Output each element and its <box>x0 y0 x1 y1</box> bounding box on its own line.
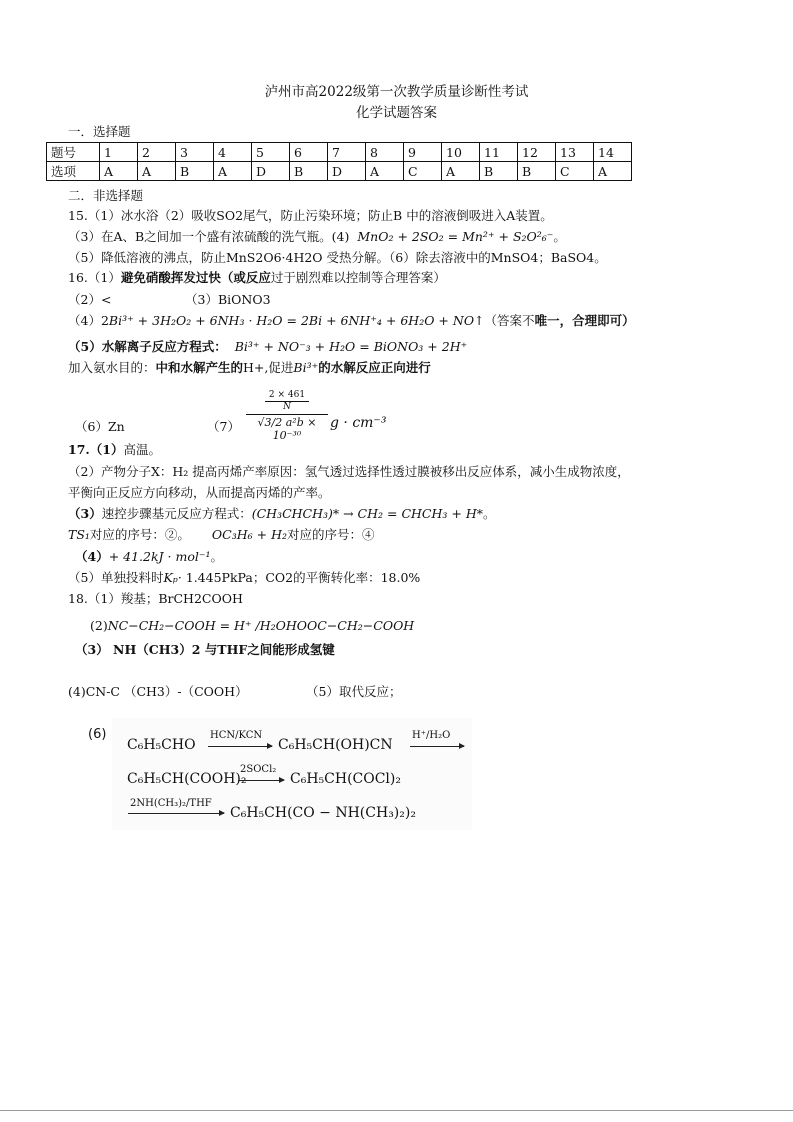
q17-line7-a: （5）单独投料时 <box>68 570 164 585</box>
route-step4-condition: 2NH(CH₃)₂/THF <box>130 798 212 809</box>
q16-line1 <box>68 268 446 286</box>
q16-line3-note-bold: 唯一，合理即可） <box>534 313 635 328</box>
page-bottom-divider <box>0 1110 793 1111</box>
q17-ts1: TS₁ <box>68 527 90 542</box>
q16-line6-a: （6）Zn <box>75 419 125 434</box>
answer-cell: C <box>404 162 442 181</box>
q17-line6-end: 。 <box>210 549 223 564</box>
answer-cell: A <box>100 162 138 181</box>
density-inner-numerator: 2 × 461 <box>268 390 306 400</box>
q16-line6-b: （7） <box>207 419 240 434</box>
answer-cell: A <box>214 162 252 181</box>
density-inner-denominator: N <box>283 402 291 412</box>
answer-cell: D <box>252 162 290 181</box>
q15-line2-text: （3）在A、B之间加一个盛有浓硫酸的洗气瓶。(4) <box>68 229 350 244</box>
q17-kp: Kₚ <box>163 570 178 585</box>
q18-part6-label: (6) <box>88 727 107 742</box>
section-choice-title: 一．选择题 <box>68 124 131 139</box>
answer-cell: A <box>594 162 632 181</box>
q17-oc3h6: OC₃H₆ + H₂ <box>211 527 287 542</box>
q17-line3: 平衡向正反应方向移动，从而提高丙烯的产率。 <box>68 485 331 500</box>
answer-cell: B <box>518 162 556 181</box>
q16-line3 <box>68 311 635 329</box>
question-number-cell: 5 <box>252 143 290 162</box>
q16-line1-bold: 避免硝酸挥发过快（或反应 <box>120 270 271 285</box>
q16-line2-b: （3）BiONO3 <box>185 292 271 307</box>
route-step2-arrow <box>410 746 464 747</box>
q17-line7 <box>68 568 420 586</box>
question-number-cell: 2 <box>138 143 176 162</box>
q15-line2-end: 。 <box>553 229 566 244</box>
q18-line1: 18.（1）羧基；BrCH2COOH <box>68 591 243 606</box>
q18-line4-b: （5）取代反应； <box>306 684 402 699</box>
q16-line5-c: H+,促进 <box>243 360 294 375</box>
q17-line1 <box>68 440 161 458</box>
density-main-bar <box>246 414 328 415</box>
q16-line1-rest: 过于剧烈难以控制等合理答案） <box>270 270 446 285</box>
q16-line5-e: 的水解反应正向进行 <box>318 360 431 375</box>
exam-title: 泸州市高2022级第一次教学质量诊断性考试 <box>264 84 529 100</box>
question-number-cell: 6 <box>290 143 328 162</box>
density-fraction <box>246 390 328 442</box>
q17-line4-text: 速控步骤基元反应方程式： <box>101 506 252 521</box>
route-step1-condition: HCN/KCN <box>210 730 263 741</box>
answer-cell: A <box>442 162 480 181</box>
answer-cell: B <box>290 162 328 181</box>
question-number-cell: 14 <box>594 143 632 162</box>
route-step1-reactant: C₆H₅CHO <box>127 737 196 753</box>
q17-line1-text: 高温。 <box>123 442 161 457</box>
q16-equation-5: Bi³⁺ + NO⁻₃ + H₂O = BiONO₃ + 2H⁺ <box>234 339 468 354</box>
question-number-cell: 3 <box>176 143 214 162</box>
question-number-cell: 4 <box>214 143 252 162</box>
route-step2-product: C₆H₅CH(COOH)₂ <box>127 771 247 787</box>
q16-line2-a: （2）< <box>68 292 112 307</box>
q15-equation: MnO₂ + 2SO₂ = Mn²⁺ + S₂O²₆⁻ <box>357 229 554 244</box>
q16-line1-num: 16.（1） <box>68 270 121 285</box>
q16-equation-4: Bi³⁺ + 3H₂O₂ + 6NH₃ · H₂O = 2Bi + 6NH⁺₄ + 6H₂O + NO↑ <box>108 313 485 328</box>
q15-line1: 15.（1）冰水浴（2）吸收SO2尾气，防止污染环境；防止B 中的溶液倒吸进入A装置。 <box>68 208 553 223</box>
q17-line7-c: · 1.445PkPa；CO2的平衡转化率：18.0% <box>177 570 421 585</box>
q17-oc3h6-text: 对应的序号：④ <box>287 527 375 542</box>
q18-line3: （3） NH（CH3）2 与THF之间能形成氢键 <box>75 642 335 657</box>
table-header-answer: 选项 <box>47 162 100 181</box>
q16-line4-label: （5）水解离子反应方程式： <box>68 339 227 354</box>
q16-line5-d: Bi³⁺ <box>293 360 319 375</box>
q17-line6 <box>75 547 223 565</box>
q17-line5 <box>68 525 375 543</box>
route-step4-arrow <box>128 813 224 814</box>
route-step2-condition: H⁺/H₂O <box>412 730 451 741</box>
route-step1-arrow <box>208 746 272 747</box>
answer-cell: C <box>556 162 594 181</box>
question-number-cell: 13 <box>556 143 594 162</box>
question-number-cell: 11 <box>480 143 518 162</box>
answer-cell: A <box>366 162 404 181</box>
question-number-cell: 7 <box>328 143 366 162</box>
table-row-questions <box>47 143 632 162</box>
q18-line2 <box>90 618 414 633</box>
exam-subtitle: 化学试题答案 <box>356 105 437 121</box>
route-step3-product: C₆H₅CH(COCl)₂ <box>290 771 401 787</box>
q17-line6-num: （4） <box>75 549 109 564</box>
q18-equation: NC−CH₂−COOH = H⁺ /H₂OHOOC−CH₂−COOH <box>107 618 415 633</box>
q15-line2 <box>68 227 566 245</box>
q17-enthalpy: + 41.2kJ · mol⁻¹ <box>108 549 211 564</box>
q16-line4 <box>68 337 467 355</box>
route-step3-condition: 2SOCl₂ <box>240 764 277 775</box>
density-unit: g · cm⁻³ <box>330 415 387 431</box>
table-header-question: 题号 <box>47 143 100 162</box>
question-number-cell: 9 <box>404 143 442 162</box>
table-row-answers <box>47 162 632 181</box>
question-number-cell: 12 <box>518 143 556 162</box>
section-nonchoice-title: 二．非选择题 <box>68 188 144 203</box>
answer-cell: A <box>138 162 176 181</box>
q17-line4-end: 。 <box>482 506 496 521</box>
question-number-cell: 10 <box>442 143 480 162</box>
q16-line5 <box>68 358 431 376</box>
answer-table <box>46 142 632 181</box>
q16-line5-a: 加入氨水目的： <box>68 360 156 375</box>
route-step1-product: C₆H₅CH(OH)CN <box>278 737 393 753</box>
q17-line4 <box>68 504 495 522</box>
route-step4-product: C₆H₅CH(CO − NH(CH₃)₂)₂ <box>230 805 416 821</box>
q17-line4-num: （3） <box>68 506 102 521</box>
density-denominator: √3/2 a²b × 10⁻³⁰ <box>257 416 317 442</box>
q17-line2: （2）产物分子X：H₂ 提高丙烯产率原因：氢气透过选择性透过膜被移出反应体系，减小生成物浓度， <box>68 464 630 479</box>
answer-cell: B <box>480 162 518 181</box>
answer-cell: B <box>176 162 214 181</box>
q16-line5-b: 中和水解产生的 <box>155 360 244 375</box>
answer-cell: D <box>328 162 366 181</box>
q18-line4-a: (4)CN-C （CH3）-（COOH） <box>68 684 248 699</box>
q16-line3-note: （答案不 <box>484 313 535 328</box>
route-step3-arrow <box>238 780 284 781</box>
q15-line3: （5）降低溶液的沸点，防止MnS2O6·4H2O 受热分解。（6）除去溶液中的MnSO4；BaSO4。 <box>68 250 607 265</box>
q18-line2-num: (2) <box>90 618 108 633</box>
question-number-cell: 8 <box>366 143 404 162</box>
q17-line1-num: 17.（1） <box>68 442 124 457</box>
q17-ts1-text: 对应的序号：②。 <box>89 527 190 542</box>
q17-equation: (CH₃CHCH₃)* → CH₂ = CHCH₃ + H* <box>251 506 483 521</box>
question-number-cell: 1 <box>100 143 138 162</box>
q16-line3-num: （4）2 <box>68 313 109 328</box>
